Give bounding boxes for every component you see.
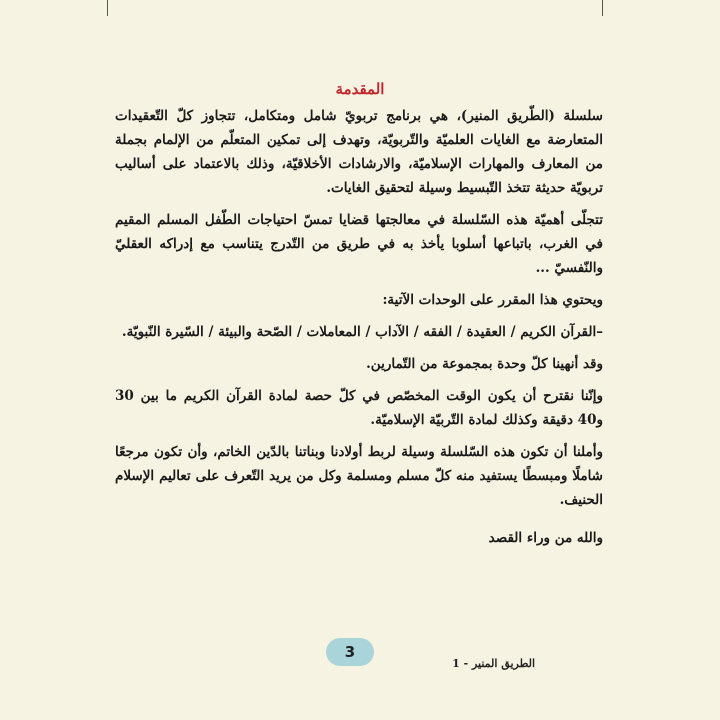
paragraph-units-list: –القرآن الكريم / العقيدة / الفقه / الآداب / المعاملات / الصّحة والبيئة / السّيرة النّبويّة. <box>121 324 603 340</box>
paragraph-intro: سلسلة (الطّريق المنير)، هي برنامج تربويّ شامل ومتكامل، تتجاوز كلّ التّعقيدات المتعارضة مع الغايات العلميّة والتّربويّة، وتهدف إلى تمكين المتعلّم من الإلمام بجملة من المعارف والمهارات الإسلاميّة، والارشادات الأخلاقيّة، وذلك بالاعتماد على أساليب تربويّة حديثة تتخذ التّبسيط وسيلة لتحقيق الغايات. <box>115 108 603 196</box>
paragraph-exercises: وقد أنهينا كلّ وحدة بمجموعة من التّمارين. <box>366 356 603 372</box>
footer-book-title: الطريق المنير - 1 <box>452 657 535 670</box>
paragraph-importance: تتجلّى أهميّة هذه السّلسلة في معالجتها قضايا تمسّ احتياجات الطّفل المسلم المقيم في الغرب، باتباعها أسلوبا يأخذ به في طريق من التّدرج يتناسب مع إدراكه العقليّ والنّفسيّ ... <box>115 212 603 276</box>
page-number: 3 <box>326 638 374 666</box>
crop-mark-left <box>107 0 108 16</box>
paragraph-hope: وأملنا أن تكون هذه السّلسلة وسيلة لربط أولادنا وبناتنا بالدّين الخاتم، وأن تكون مرجعًا شاملًا ومبسطًا يستفيد منه كلّ مسلم ومسلمة وكل من يريد التّعرف على تعاليم الإسلام الحنيف. <box>115 444 603 508</box>
body-text <box>115 104 603 550</box>
signoff: والله من وراء القصد <box>488 530 603 546</box>
paragraph-time-suggestion: وإنّنا نقترح أن يكون الوقت المخصّص في كلّ حصة لمادة القرآن الكريم ما بين 30 و40 دقيقة وكذلك لمادة التّربيّة الإسلاميّة. <box>115 388 603 428</box>
page-title: المقدمة <box>335 80 385 98</box>
paragraph-units-intro: ويحتوي هذا المقرر على الوحدات الآتية: <box>382 292 603 308</box>
crop-mark-right <box>602 0 603 16</box>
